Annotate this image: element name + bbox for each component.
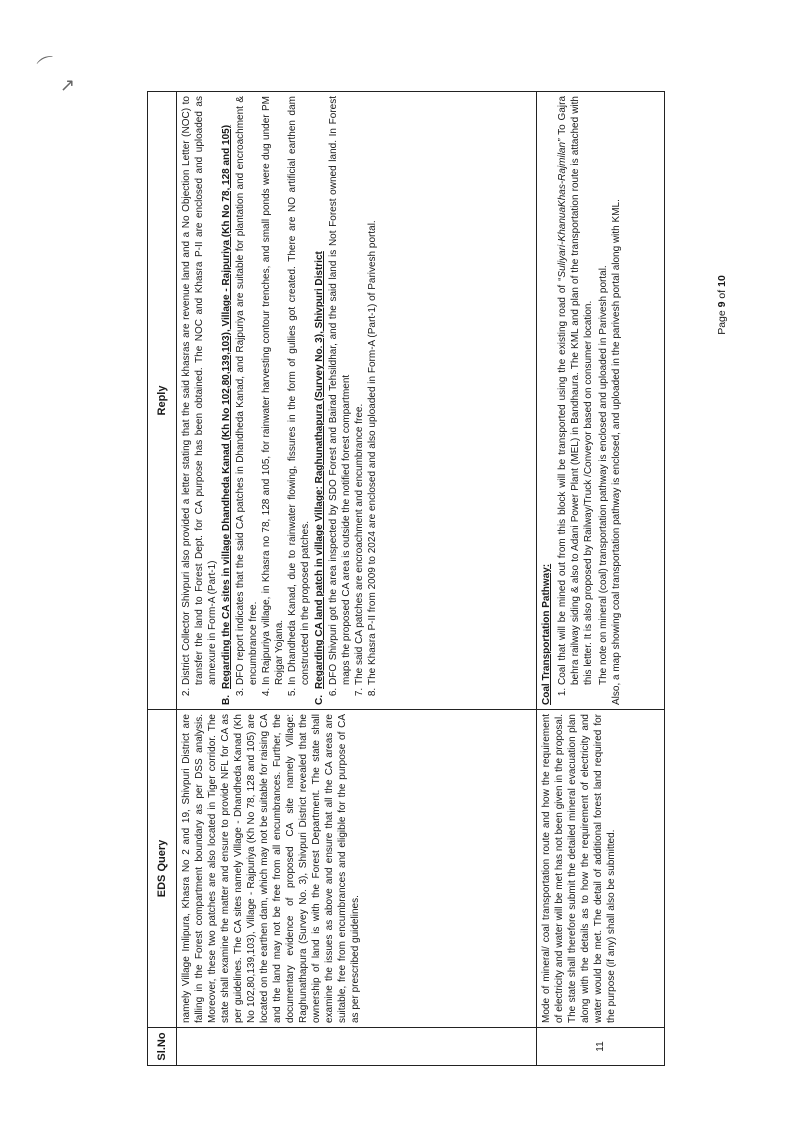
section-c-heading: Regarding CA land patch in village Village: Raghunathapura (Survey No. 3), Shivpuri District (314, 251, 325, 689)
row2-sl-no: 11 (537, 1028, 665, 1066)
reply-item-5: 5. In Dhandheda Kanad, due to rainwater flowing, fissures in the form of gullies got created. There are NO artificial earthen dam constructed in the proposed patches. (286, 96, 312, 685)
coal-transport-item-1 (556, 96, 595, 685)
coal-transport-heading: Coal Transportation Pathway: (541, 563, 552, 705)
page-number (707, 215, 737, 395)
section-b-heading: Regarding the CA sites in village Dhandheda Kanad (Kh No 102,80,139,103), Village - Rajpuriya (Kh No 78, 128 and 105) (221, 124, 232, 689)
row2-reply (537, 92, 665, 710)
table-row-11 (537, 92, 665, 1066)
section-b (220, 96, 233, 705)
rotated-page-area (147, 92, 665, 1066)
row1-query: namely Village Imlipura, Khasra No 2 and 19, Shivpuri District are falling in the Forest compartment boundary as per DSS analysis. Moreover, these two patches are also located in Tiger corridor. The state shall examine the matter and ensure to provide NFL for CA as per guidelines. The CA sites namely Village - Dhandheda Kanad (Kh No 102,80,139,103), Village - Rajpuriya (Kh No 78, 128 and 105) are located on the earthen dam, which may not be suitable for raising CA and the land may not be free from all encumbrances. Further, the documentary evidence of proposed CA site namely Village: Raghunathapura (Survey No. 3), Shivpuri District revealed that the ownership of land is with the Forest Department. The state shall examine the issues as above and ensure that all the CA areas are suitable, free from encumbrances and eligible for the purpose of CA as per prescribed guidelines. (177, 710, 537, 1028)
reply-list-a (180, 96, 219, 705)
scan-mark-pen: ↗ (60, 75, 76, 96)
header-sl-no: Sl.No (148, 1028, 177, 1066)
coal-transport-note-2: Also, a map showing coal transportation pathway is enclosed, and uploaded in the parivesh portal along with KML. (611, 199, 622, 705)
reply-list-b (234, 96, 312, 705)
coal-transport-list (556, 96, 595, 705)
row1-reply (177, 92, 537, 710)
scan-mark-top: ⌒ (35, 53, 61, 80)
row2-query: Mode of mineral/ coal transportation route and how the requirement of electricity and water will be met has not been given in the proposal. The state shall therefore submit the detailed mineral evacuation plan along with the details as to how the requirement of electricity and water would be met. The detail of additional forest land required for the purpose (if any) shall also be submitted. (537, 710, 665, 1028)
row1-sl-no (177, 1028, 537, 1066)
reply-item-2: 2. District Collector Shivpuri also provided a letter stating that the said khasras are revenue land and a No Objection Letter (NOC) to transfer the land to Forest Dept. for CA purpose has been obtained. The NOC and Khasra P-II are enclosed and uploaded as annexure in Form-A (Part-1) (180, 96, 219, 685)
coal-item-1-text-b: To Gajra behra railway siding & also to Adani Power Plant (MEL) in Bandhaura. The KML and plan of the transportation route is attached with this letter. It is also proposed by Railway/Truck /Conveyor based on consumer location. (557, 95, 594, 685)
coal-item-1-road-name: Suliyari-KhanuaKhas-Rajmilan” (557, 138, 568, 278)
reply-item-7: 7. The said CA patches are encroachment and encumbrance free. (353, 96, 366, 685)
reply-list-c (327, 96, 379, 705)
reply-item-8: 8. The Khasra P-II from 2009 to 2024 are enclosed and also uploaded in Form-A (Part-1) of Parivesh portal. (366, 96, 379, 685)
page-total: 10 (716, 275, 728, 287)
table-row-continued (177, 92, 537, 1066)
section-c (313, 96, 326, 705)
page-of: of (716, 289, 728, 299)
header-reply: Reply (148, 92, 177, 710)
reply-item-3: 3. DFO report indicates that the said CA patches in Dhandheda Kanad, and Rajpuriya are suitable for plantation and encroachment & encumbrance free. (234, 96, 260, 685)
eds-reply-table-container (147, 92, 665, 1066)
eds-reply-table (147, 91, 665, 1066)
header-eds-query: EDS Query (148, 710, 177, 1028)
reply-item-4: 4. In Rajpuriya village, in Khasra no 78, 128 and 105, for rainwater harvesting contour trenches, and small ponds were dug under PM Rojgar Yojana. (260, 96, 286, 685)
table-header-row (148, 92, 177, 1066)
coal-transport-note-1: The note on mineral (coal) transportation pathway is enclosed and uploaded in Parivesh portal. (598, 265, 609, 685)
section-b-letter: B. (221, 695, 232, 705)
section-c-letter: C. (314, 695, 325, 705)
page-current: 9 (716, 301, 728, 308)
reply-item-6: 6. DFO Shivpuri got the area inspected by SDO Forest and Bairad Tehsildhar, and the said land is Not Forest owned land. In Forest maps the proposed CA area is outside the notified forest compartment (327, 96, 353, 685)
coal-item-1-text-a: Coal that will be mined out from this block will be transported using the existing road of “ (557, 277, 568, 685)
page-label: Page (716, 310, 728, 335)
